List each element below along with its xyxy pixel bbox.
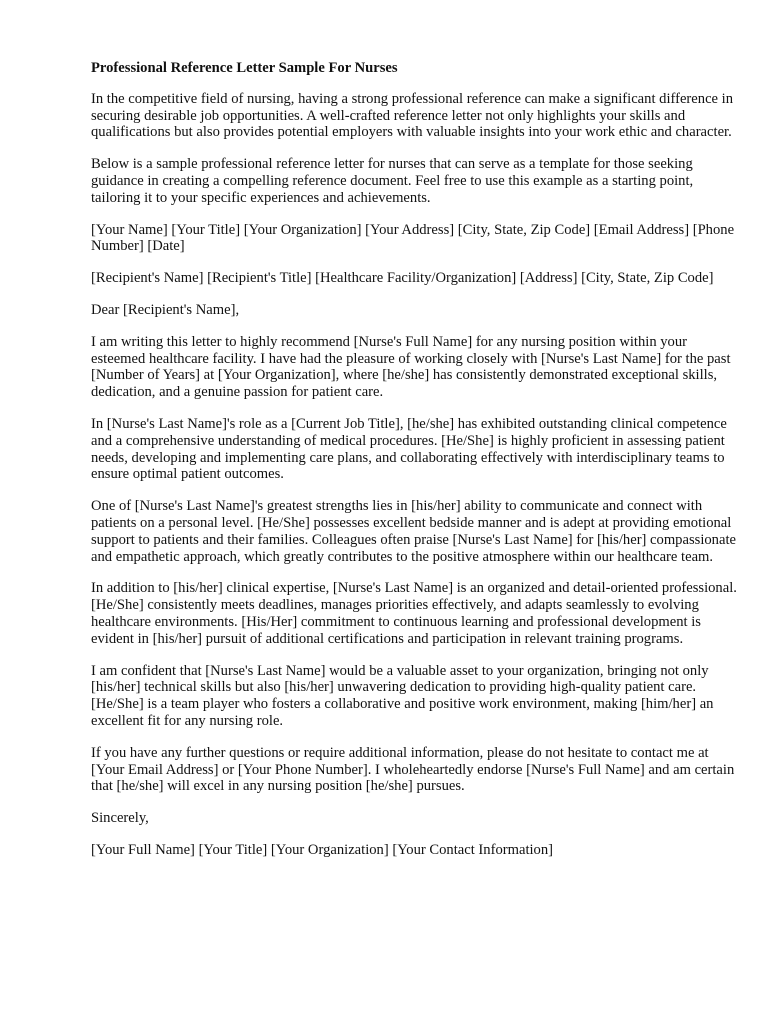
- template-intro-paragraph: Below is a sample professional reference letter for nurses that can serve as a template for those seeking guidance in creating a compelling reference document. Feel free to use this example as a starting point, tailoring it to your specific experiences and achievements.: [91, 156, 694, 206]
- body-paragraph: In [Nurse's Last Name]'s role as a [Current Job Title], [he/she] has exhibited outstanding clinical competence and a comprehensive understanding of medical procedures. [He/She] is highly proficient in assessing patient needs, developing and implementing care plans, and collaborating effectively with interdisciplinary teams to ensure optimal patient outcomes.: [91, 415, 727, 483]
- salutation: Dear [Recipient's Name],: [91, 301, 240, 318]
- sign-off: Sincerely,: [91, 810, 149, 827]
- body-paragraph: One of [Nurse's Last Name]'s greatest strengths lies in [his/her] ability to communicate and connect with patients on a personal level. [He/She] possesses excellent bedside manner and is adept at providing emotional support to patients and their families. Colleagues often praise [Nurse's Last Name] for [his/her] compassionate and empathetic approach, which greatly contributes to the positive atmosphere within our healthcare team.: [91, 498, 736, 565]
- intro-paragraph: In the competitive field of nursing, having a strong professional reference can make a significant difference in securing desirable job opportunities. A well-crafted reference letter not only highlights your skills and qualifications but also provides potential employers with valuable insights into your work ethic and character.: [91, 90, 734, 141]
- document-title: Professional Reference Letter Sample For Nurses: [91, 60, 398, 76]
- body-paragraph: I am writing this letter to highly recommend [Nurse's Full Name] for any nursing position within your esteemed healthcare facility. I have had the pleasure of working closely with [Nurse's Last Name] for the past [Number of Years] at [Your Organization], where [he/she] has consistently demonstrated exceptional skills, dedication, and a genuine passion for patient care.: [91, 333, 731, 401]
- signature-block: [Your Full Name] [Your Title] [Your Organization] [Your Contact Information]: [91, 841, 554, 858]
- document-page: [91, 60, 741, 874]
- recipient-info: [Recipient's Name] [Recipient's Title] [Healthcare Facility/Organization] [Address] [City, State, Zip Code]: [91, 270, 714, 287]
- sender-info: [Your Name] [Your Title] [Your Organization] [Your Address] [City, State, Zip Code] [Email Address] [Phone Number] [Date]: [91, 221, 735, 255]
- body-paragraph: In addition to [his/her] clinical expertise, [Nurse's Last Name] is an organized and detail-oriented professional. [He/She] consistently meets deadlines, manages priorities effectively, and adapts seamlessly to evolving healthcare environments. [His/Her] commitment to continuous learning and professional development is evident in [his/her] pursuit of additional certifications and participation in relevant training programs.: [91, 580, 737, 647]
- body-paragraph: I am confident that [Nurse's Last Name] would be a valuable asset to your organization, bringing not only [his/her] technical skills but also [his/her] unwavering dedication to providing high-quality patient care. [He/She] is a team player who fosters a collaborative and positive work environment, making [him/her] an excellent fit for any nursing role.: [91, 662, 714, 729]
- closing-paragraph: If you have any further questions or require additional information, please do not hesitate to contact me at [Your Email Address] or [Your Phone Number]. I wholeheartedly endorse [Nurse's Full Name] and am certain that [he/she] will excel in any nursing position [he/she] pursues.: [91, 744, 735, 795]
